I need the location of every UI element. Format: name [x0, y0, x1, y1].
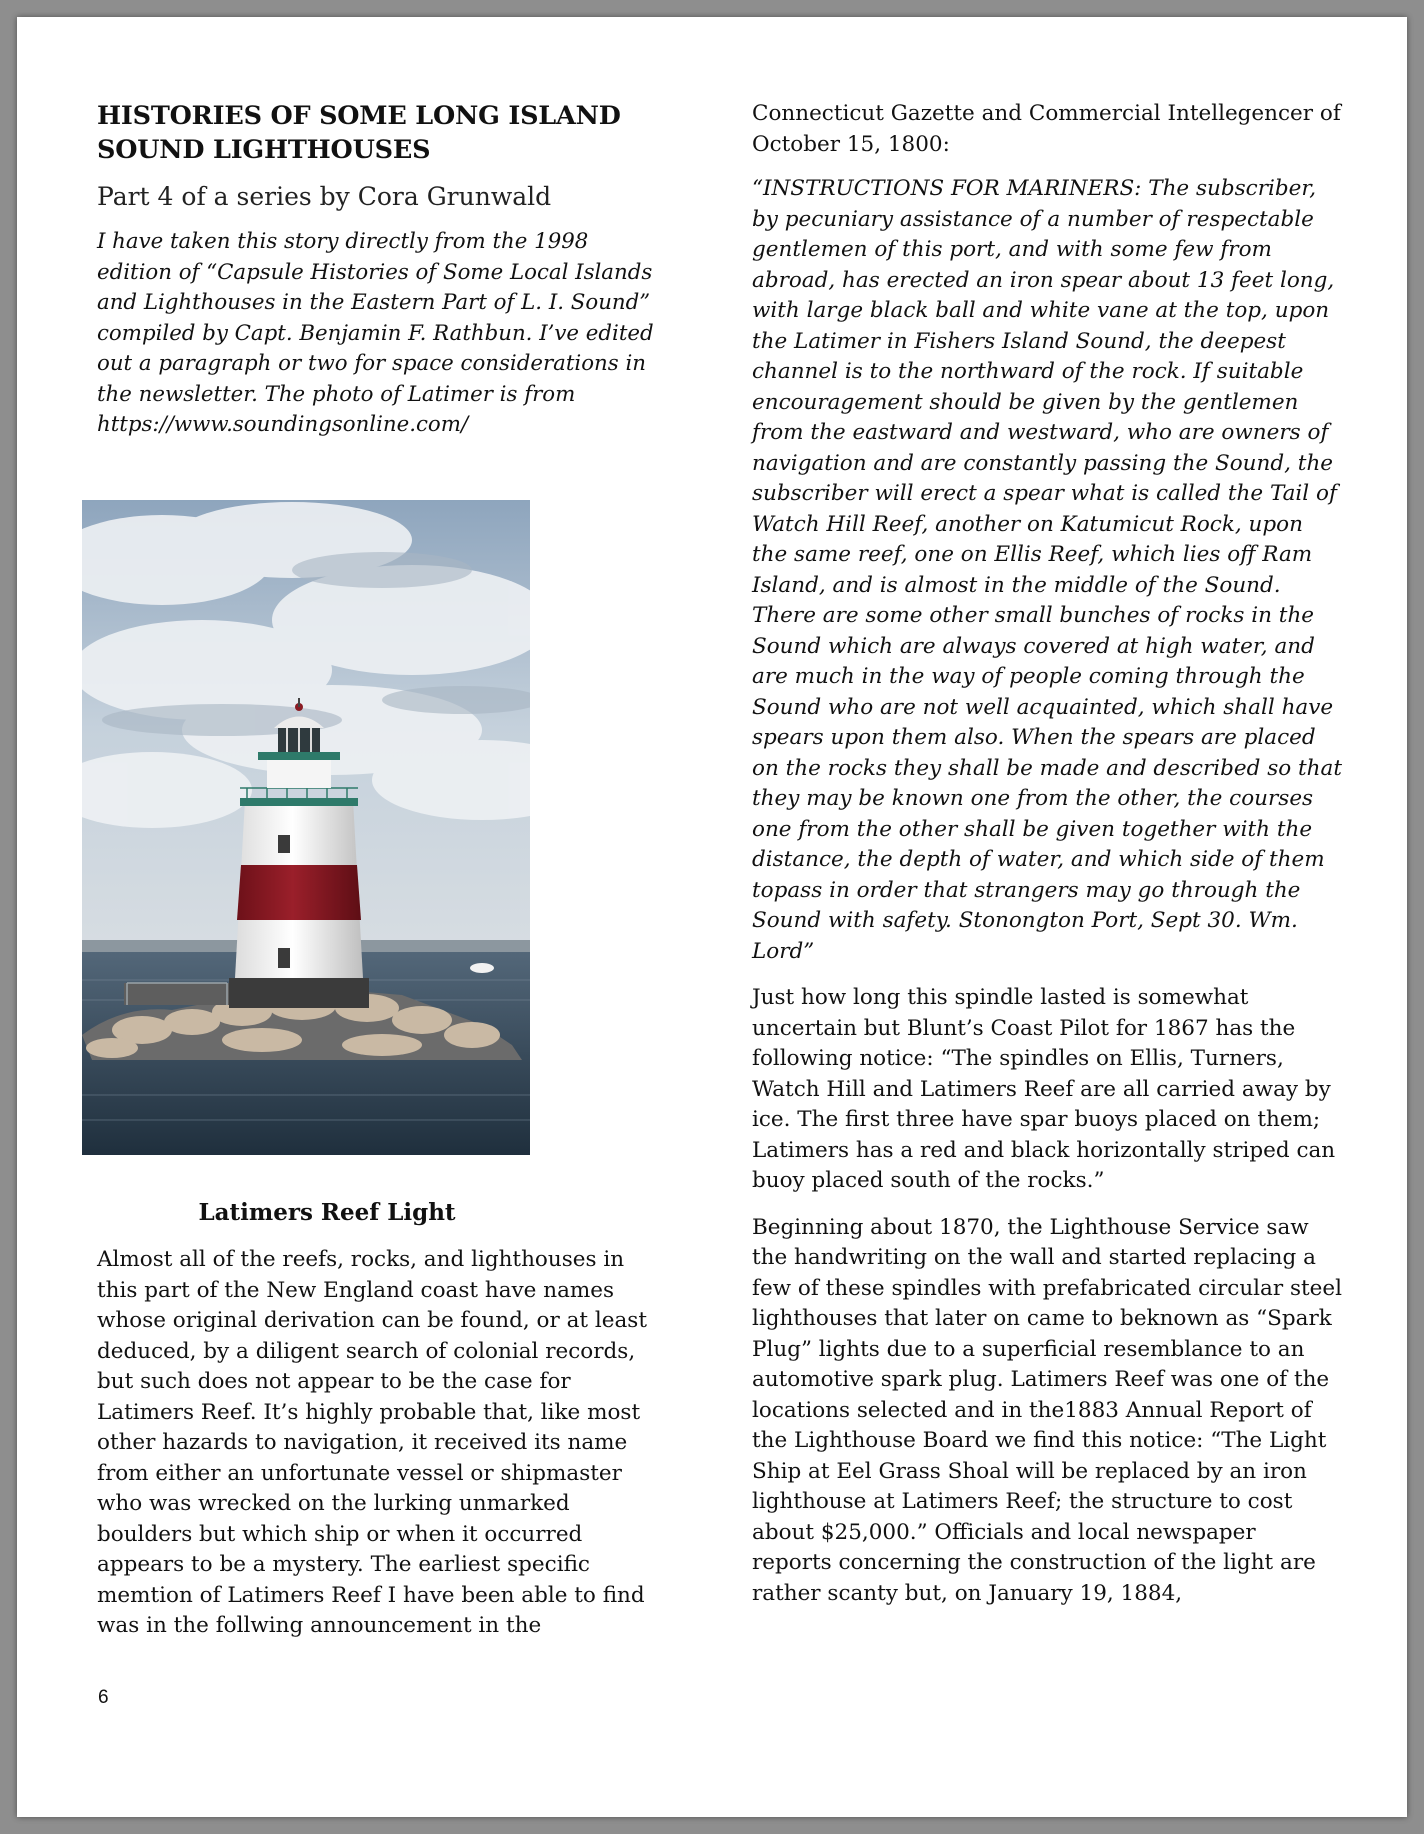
document-page: [17, 17, 1407, 1817]
paragraph-gazette: Connecticut Gazette and Commercial Intellegencer of October 15, 1800:: [752, 101, 1341, 157]
paragraph-coast-pilot: Just how long this spindle lasted is somewhat uncertain but Blunt’s Coast Pilot for 1867 has the following notice: “The spindles on Ellis, Turners, Watch Hill and Latimers Reef are all carried away by ice. The first three have spar buoys placed on them; Latimers has a red and black horizontally striped can buoy placed south of the rocks.”: [752, 985, 1336, 1193]
photo-caption: Latimers Reef Light: [198, 1199, 456, 1226]
left-column: [97, 99, 667, 441]
mariners-instructions-quote: “INSTRUCTIONS FOR MARINERS: The subscriber, by pecuniary assistance of a number of respectable gentlemen of this port, and with some few from abroad, has erected an iron spear about 13 feet long, with large black ball and white vane at the top, upon the Latimer in Fishers Island Sound, the deepest channel is to the northward of the rock. If suitable encouragement should be given by the gentlemen from the eastward and westward, who are owners of navigation and are constantly passing the Sound, the subscriber will erect a spear what is called the Tail of Watch Hill Reef, another on Katumicut Rock, upon the same reef, one on Ellis Reef, which lies off Ram Island, and is almost in the middle of the Sound. There are some other small bunches of rocks in the Sound which are always covered at high water, and are much in the way of people coming through the Sound who are not well acquainted, which shall have spears upon them also. When the spears are placed on the rocks they shall be made and described so that they may be known one from the other, the courses one from the other shall be given together with the distance, the depth of water, and which side of them topass in order that strangers may go through the Sound with safety. Stonongton Port, Sept 30. Wm. Lord”: [752, 176, 1342, 964]
page-number: 6: [98, 1687, 109, 1708]
lighthouse-photo: [82, 500, 530, 1155]
paragraph-latimers-origin: Almost all of the reefs, rocks, and lighthouses in this part of the New England coast have names whose original derivation can be found, or at least deduced, by a diligent search of colonial records, but such does not appear to be the case for Latimers Reef. It’s highly probable that, like most other hazards to navigation, it received its name from either an unfortunate vessel or shipmaster who was wrecked on the lurking unmarked boulders but which ship or when it occurred appears to be a mystery. The earliest specific memtion of Latimers Reef I have been able to find was in the follwing announcement in the: [97, 1247, 647, 1638]
article-intro: I have taken this story directly from the 1998 edition of “Capsule Histories of Some Local Islands and Lighthouses in the Eastern Part of L. I. Sound” compiled by Capt. Benjamin F. Rathbun. I’ve edited out a paragraph or two for space considerations in the newsletter. The photo of Latimer is from https://www.soundingsonline.com/: [97, 229, 654, 437]
article-byline: Part 4 of a series by Cora Grunwald: [97, 182, 552, 211]
article-title: HISTORIES OF SOME LONG ISLAND SOUND LIGHTHOUSES: [97, 101, 621, 165]
right-column: [752, 99, 1342, 1609]
paragraph-spark-plug-lights: Beginning about 1870, the Lighthouse Service saw the handwriting on the wall and started replacing a few of these spindles with prefabricated circular steel lighthouses that later on came to beknown as “Spark Plug” lights due to a superficial resemblance to an automotive spark plug. Latimers Reef was one of the locations selected and in the1883 Annual Report of the Lighthouse Board we find this notice: “The Light Ship at Eel Grass Shoal will be replaced by an iron lighthouse at Latimers Reef; the structure to cost about $25,000.” Officials and local newspaper reports concerning the construction of the light are rather scanty but, on January 19, 1884,: [752, 1214, 1342, 1606]
